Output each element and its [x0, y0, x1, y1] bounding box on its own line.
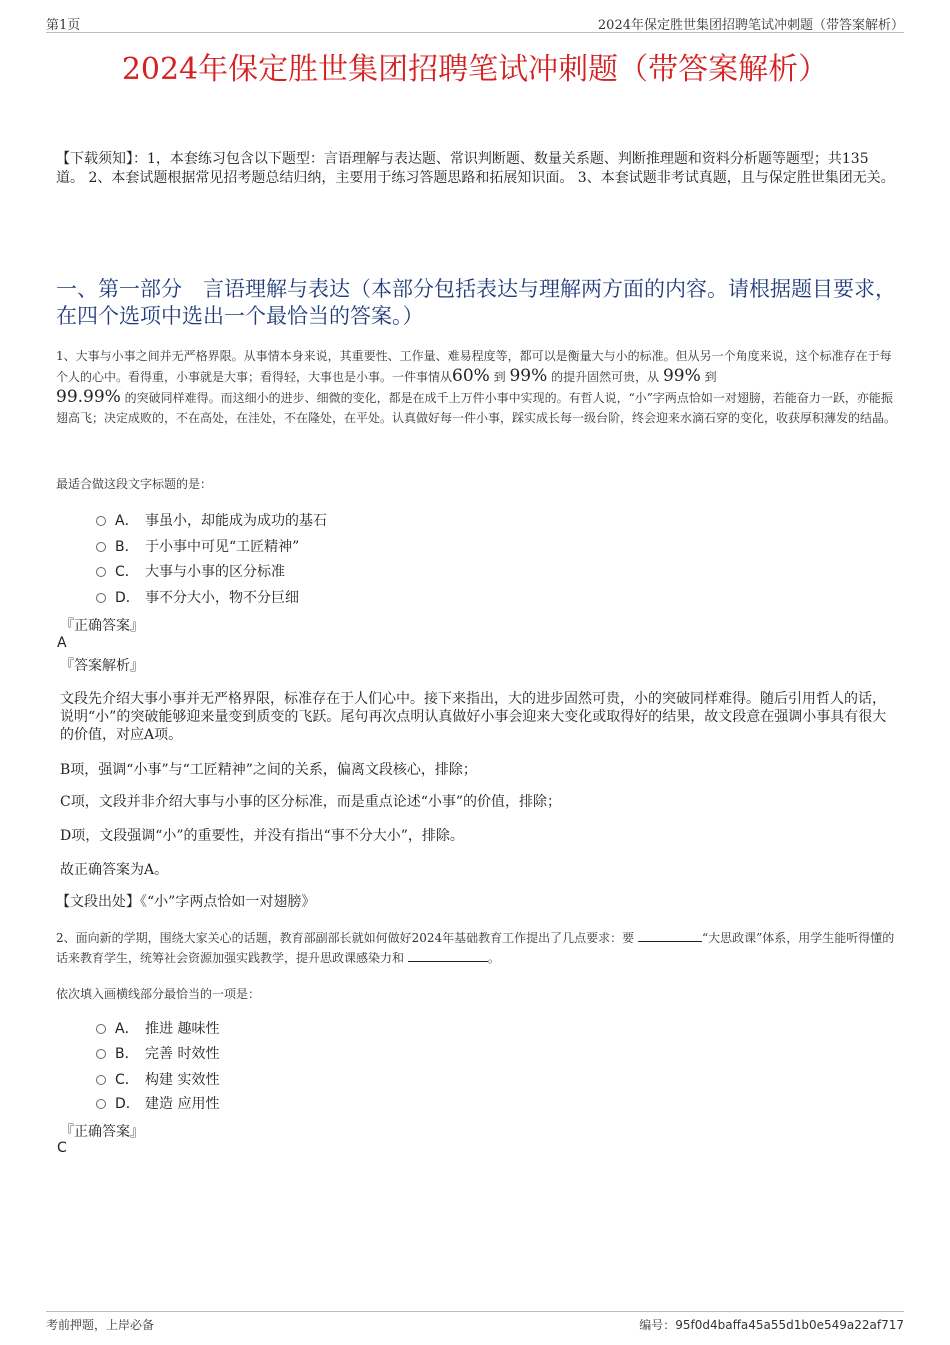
option-c[interactable]: C． 构建 实效性: [96, 1069, 219, 1089]
source-citation: 【文段出处】《“小”字两点恰如一对翅膀》: [56, 894, 316, 910]
analysis-paragraph: C项，文段并非介绍大事与小事的区分标准，而是重点论述“小事”的价值，排除；: [60, 794, 562, 810]
footer-slogan: 考前押题，上岸必备: [46, 1318, 155, 1332]
option-d[interactable]: D． 事不分大小，物不分巨细: [96, 587, 299, 607]
question-1-stem: 1、大事与小事之间并无严格界限。从事情本身来说，其重要性、工作量、难易程度等，都可以是衡量大与小的标准。但从另一个角度来说，这个标准存在于每个人的心中。看得重，小事就是大事；看得轻，大事也是小事。一件事情从60% 到 99% 的提升固然可贵，从 99% 到 99.99% 的突破同样难得。而这细小的进步、细微的变化，都是在成千上万件小事中实现的。有哲人说，“小”字两点恰如一对翅膀，若能奋力一跃，亦能振翅高飞；决定成败的，不在高处，在洼处，不在隆处，在平处。认真做好每一件小事，踩实成长每一级台阶，终会迎来水滴石穿的变化，收获厚积薄发的结晶。: [56, 349, 897, 425]
answer-value: C: [57, 1140, 67, 1156]
analysis-label: 『答案解析』: [60, 658, 144, 674]
page-header: [46, 14, 904, 33]
analysis-conclusion: 故正确答案为A。: [60, 862, 169, 878]
radio-icon[interactable]: [96, 542, 106, 552]
radio-icon[interactable]: [96, 1075, 106, 1085]
question-1-prompt: 最适合做这段文字标题的是：: [56, 477, 213, 491]
download-notice: 【下载须知】：1，本套练习包含以下题型：言语理解与表达题、常识判断题、数量关系题、判断推理题和资料分析题等题型；共135道。 2、本套试题根据常见招考题总结归纳，主要用于练习答题思路和拓展知识面。 3、本套试题非考试真题，且与保定胜世集团无关。: [56, 151, 895, 186]
answer-label: 『正确答案』: [60, 1124, 144, 1140]
radio-icon[interactable]: [96, 567, 106, 577]
option-b[interactable]: B． 于小事中可见“工匠精神”: [96, 536, 299, 556]
answer-label: 『正确答案』: [60, 618, 144, 634]
fill-blank: [638, 929, 702, 942]
option-a[interactable]: A． 事虽小，却能成为成功的基石: [96, 510, 327, 530]
analysis-paragraph: B项，强调“小事”与“工匠精神”之间的关系，偏离文段核心，排除；: [60, 762, 477, 778]
answer-value: A: [57, 635, 67, 651]
page-number: 第1页: [46, 18, 81, 33]
analysis-paragraph: 文段先介绍大事小事并无严格界限，标准存在于人们心中。接下来指出，大的进步固然可贵，小的突破同样难得。随后引用哲人的话，说明“小”的突破能够迎来量变到质变的飞跃。尾句再次点明认真做好小事会迎来大变化或取得好的结果，故文段意在强调小事具有很大的价值，对应A项。: [60, 691, 887, 743]
header-doc-title: 2024年保定胜世集团招聘笔试冲刺题（带答案解析）: [597, 18, 904, 33]
page-title: 2024年保定胜世集团招聘笔试冲刺题（带答案解析）: [121, 52, 829, 87]
page-footer: [46, 1311, 904, 1334]
question-2-stem: 2、面向新的学期，围绕大家关心的话题，教育部副部长就如何做好2024年基础教育工作提出了几点要求：要 “大思政课”体系，用学生能听得懂的话来教育学生，统筹社会资源加强实践教学，提升思政课感染力和 。: [56, 931, 895, 965]
analysis-paragraph: D项，文段强调“小”的重要性，并没有指出“事不分大小”，排除。: [60, 828, 464, 844]
question-2-prompt: 依次填入画横线部分最恰当的一项是：: [56, 987, 261, 1001]
radio-icon[interactable]: [96, 516, 106, 526]
radio-icon[interactable]: [96, 593, 106, 603]
option-b[interactable]: B． 完善 时效性: [96, 1043, 219, 1063]
radio-icon[interactable]: [96, 1024, 106, 1034]
footer-code: 编号：95f0d4baffa45a55d1b0e549a22af717: [639, 1318, 904, 1332]
option-a[interactable]: A． 推进 趣味性: [96, 1018, 219, 1038]
radio-icon[interactable]: [96, 1099, 106, 1109]
section-heading: 一、第一部分 言语理解与表达（本部分包括表达与理解两方面的内容。请根据题目要求，在四个选项中选出一个最恰当的答案。）: [56, 277, 896, 328]
radio-icon[interactable]: [96, 1049, 106, 1059]
option-d[interactable]: D． 建造 应用性: [96, 1093, 219, 1113]
option-c[interactable]: C． 大事与小事的区分标准: [96, 561, 285, 581]
fill-blank: [408, 949, 488, 962]
